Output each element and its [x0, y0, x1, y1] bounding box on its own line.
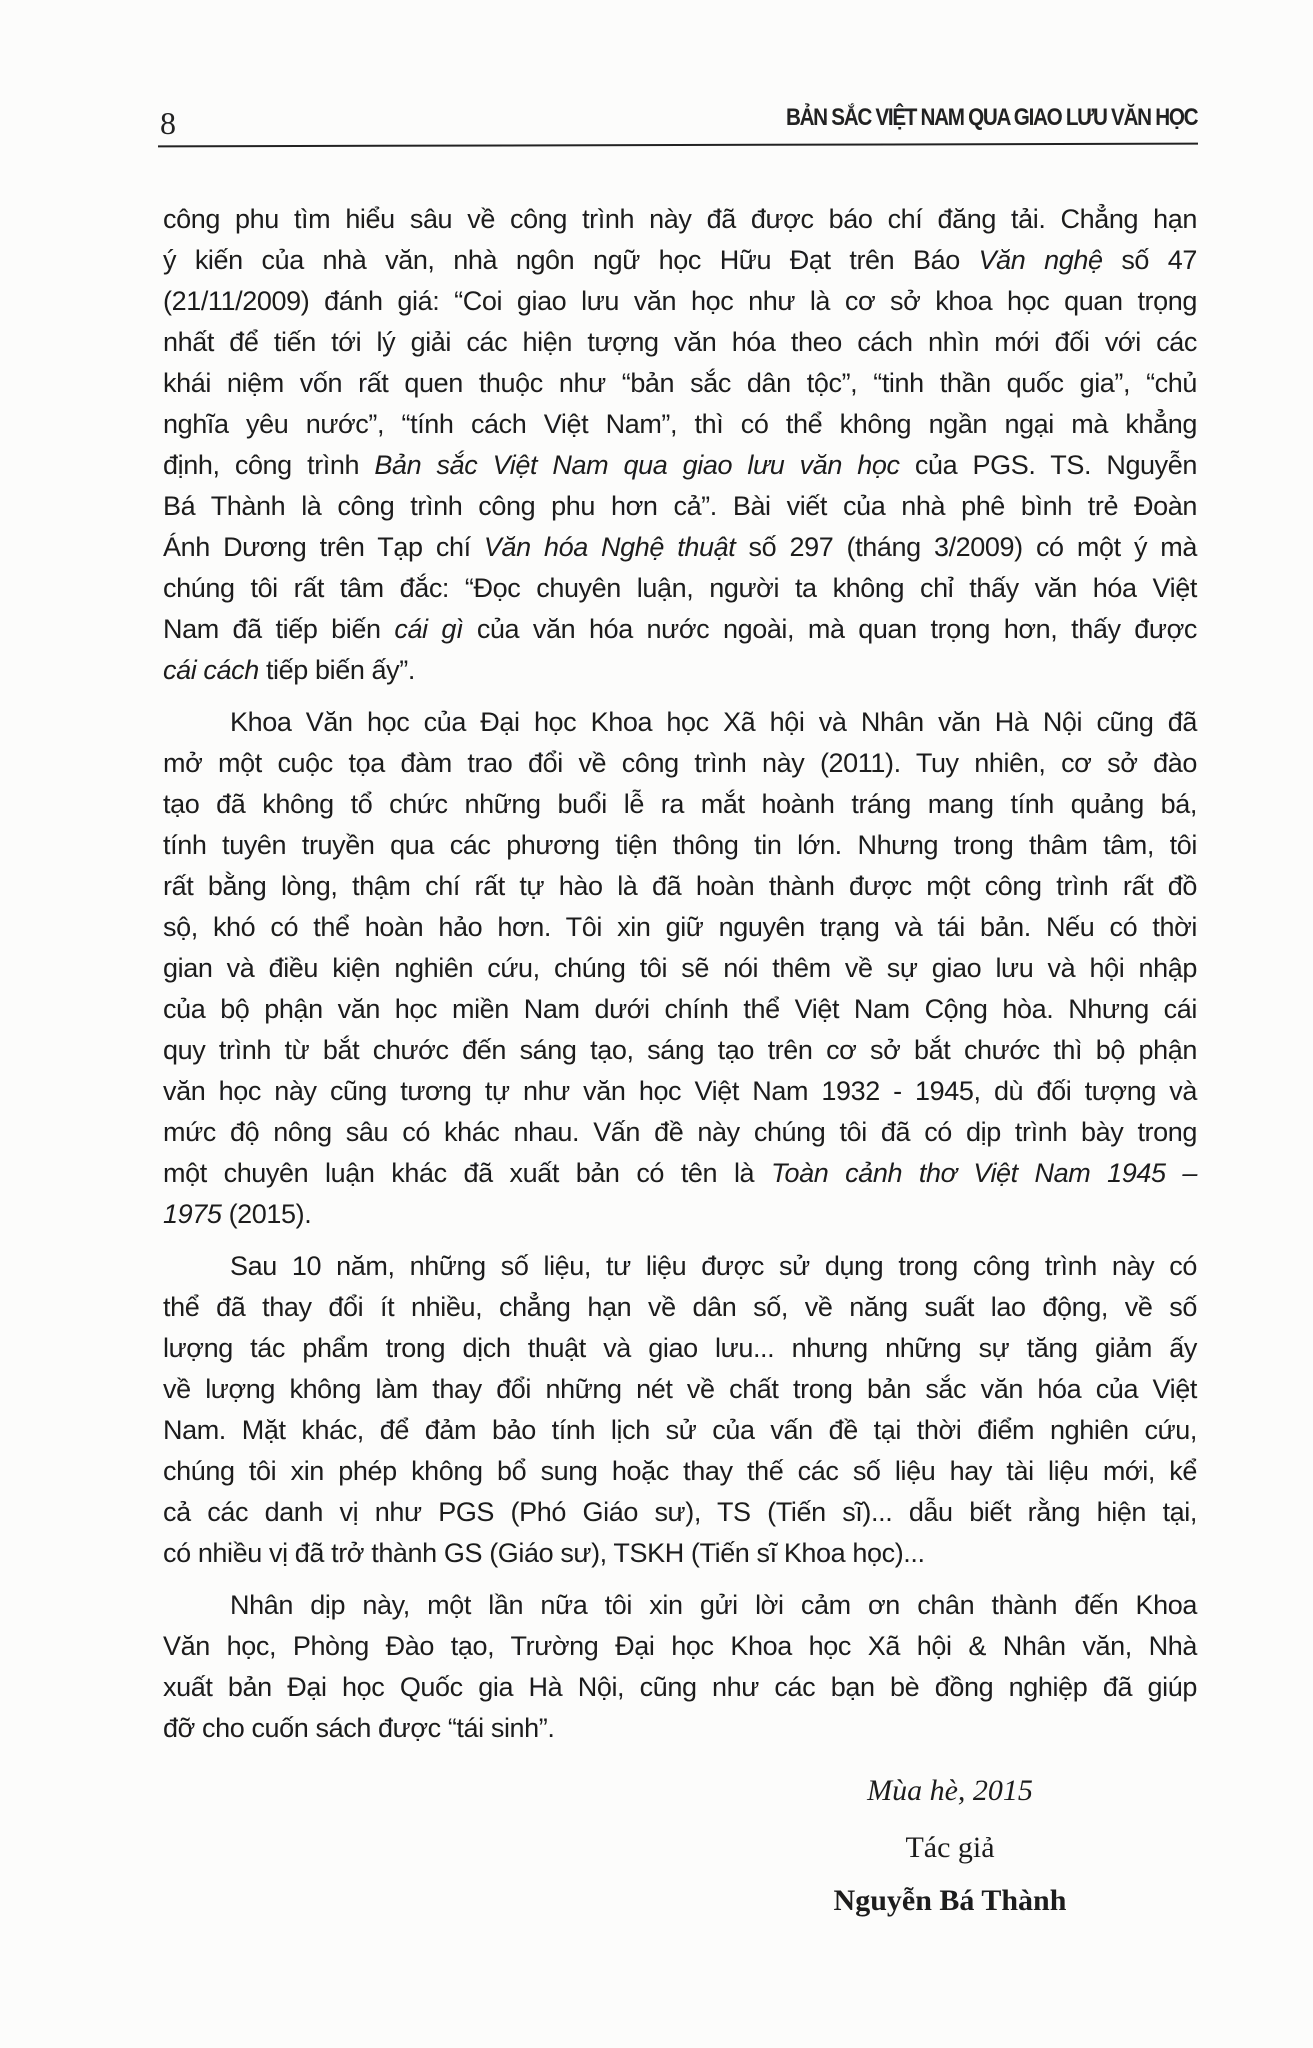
- italic-text: Bản sắc Việt Nam qua giao lưu văn học: [374, 450, 900, 480]
- text-line: [163, 1492, 1197, 1533]
- text-segment: số 297 (tháng 3/2009) có một ý mà: [735, 532, 1197, 562]
- text-segment: tính tuyên truyền qua các phương tiện thông tin lớn. Nhưng trong thâm tâm, tôi: [163, 830, 1197, 860]
- text-segment: ý kiến của nhà văn, nhà ngôn ngữ học Hữu Đạt trên Báo: [163, 245, 979, 275]
- signature-name: Nguyễn Bá Thành: [833, 1884, 1067, 1917]
- text-segment: gian và điều kiện nghiên cứu, chúng tôi sẽ nói thêm về sự giao lưu và hội nhập: [163, 953, 1197, 983]
- text-line: [163, 1112, 1197, 1153]
- text-line: [163, 486, 1197, 527]
- text-segment: công phu tìm hiểu sâu về công trình này đã được báo chí đăng tải. Chẳng hạn: [163, 204, 1197, 234]
- text-line: [163, 1533, 1197, 1574]
- italic-text: Văn hóa Nghệ thuật: [483, 532, 736, 562]
- text-line: [163, 1626, 1197, 1667]
- text-line: [163, 1030, 1197, 1071]
- italic-text: 1975: [163, 1199, 222, 1229]
- text-segment: về lượng không làm thay đổi những nét về chất trong bản sắc văn hóa của Việt: [163, 1374, 1197, 1404]
- text-line: [163, 1287, 1197, 1328]
- text-line: [163, 609, 1197, 650]
- paragraph: [163, 1246, 1197, 1574]
- text-segment: quy trình từ bắt chước đến sáng tạo, sáng tạo trên cơ sở bắt chước thì bộ phận: [163, 1035, 1197, 1065]
- text-line: [163, 199, 1197, 240]
- text-segment: Ánh Dương trên Tạp chí: [163, 532, 484, 562]
- text-segment: (21/11/2009) đánh giá: “Coi giao lưu văn học như là cơ sở khoa học quan trọng: [163, 286, 1197, 316]
- text-segment: một chuyên luận khác đã xuất bản có tên là: [163, 1158, 771, 1188]
- text-segment: xuất bản Đại học Quốc gia Hà Nội, cũng như các bạn bè đồng nghiệp đã giúp: [163, 1672, 1197, 1702]
- paragraph: [163, 199, 1197, 691]
- text-line: [163, 1708, 1197, 1749]
- text-line: [163, 568, 1197, 609]
- text-line: [163, 322, 1197, 363]
- text-segment: Nhân dịp này, một lần nữa tôi xin gửi lời cảm ơn chân thành đến Khoa: [230, 1590, 1197, 1620]
- text-line: [163, 1585, 1197, 1626]
- text-segment: khái niệm vốn rất quen thuộc như “bản sắc dân tộc”, “tinh thần quốc gia”, “chủ: [163, 368, 1197, 398]
- text-line: [163, 527, 1197, 568]
- italic-text: Văn nghệ: [978, 245, 1103, 275]
- paragraph: [163, 1585, 1197, 1749]
- text-segment: Khoa Văn học của Đại học Khoa học Xã hội và Nhân văn Hà Nội cũng đã: [230, 707, 1197, 737]
- text-line: [163, 281, 1197, 322]
- italic-text: Toàn cảnh thơ Việt Nam 1945 –: [770, 1158, 1197, 1188]
- text-segment: mở một cuộc tọa đàm trao đổi về công trình này (2011). Tuy nhiên, cơ sở đào: [163, 748, 1197, 778]
- text-line: [163, 948, 1197, 989]
- italic-text: cái gì: [394, 614, 464, 644]
- header-rule: [158, 143, 1198, 148]
- text-line: [163, 907, 1197, 948]
- text-line: [163, 445, 1197, 486]
- text-line: [163, 702, 1197, 743]
- body-text: [163, 199, 1197, 1749]
- text-line: [163, 650, 1197, 691]
- text-line: [163, 1328, 1197, 1369]
- text-segment: có nhiều vị đã trở thành GS (Giáo sư), TSKH (Tiến sĩ Khoa học)...: [163, 1538, 925, 1568]
- text-segment: định, công trình: [163, 450, 375, 480]
- text-line: [163, 825, 1197, 866]
- text-line: [163, 1451, 1197, 1492]
- text-segment: Nam đã tiếp biến: [163, 614, 395, 644]
- text-line: [163, 1667, 1197, 1708]
- text-segment: lượng tác phẩm trong dịch thuật và giao lưu... nhưng những sự tăng giảm ấy: [163, 1333, 1197, 1363]
- text-line: [163, 1246, 1197, 1287]
- text-line: [163, 240, 1197, 281]
- text-line: [163, 1369, 1197, 1410]
- text-segment: số 47: [1102, 245, 1197, 275]
- text-segment: mức độ nông sâu có khác nhau. Vấn đề này chúng tôi đã có dịp trình bày trong: [163, 1117, 1197, 1147]
- paragraph: [163, 702, 1197, 1235]
- text-segment: Nam. Mặt khác, để đảm bảo tính lịch sử của vấn đề tại thời điểm nghiên cứu,: [163, 1415, 1197, 1445]
- text-line: [163, 404, 1197, 445]
- text-segment: cả các danh vị như PGS (Phó Giáo sư), TS (Tiến sĩ)... dẫu biết rằng hiện tại,: [163, 1497, 1197, 1527]
- text-line: [163, 784, 1197, 825]
- text-segment: chúng tôi xin phép không bổ sung hoặc thay thế các số liệu hay tài liệu mới, kể: [163, 1456, 1197, 1486]
- text-line: [163, 1194, 1197, 1235]
- text-segment: rất bằng lòng, thậm chí rất tự hào là đã hoàn thành được một công trình rất đồ: [163, 871, 1197, 901]
- text-segment: văn học này cũng tương tự như văn học Việt Nam 1932 - 1945, dù đối tượng và: [163, 1076, 1197, 1106]
- page-number: 8: [160, 105, 176, 141]
- text-segment: Sau 10 năm, những số liệu, tư liệu được sử dụng trong công trình này có: [230, 1251, 1197, 1281]
- text-segment: Văn học, Phòng Đào tạo, Trường Đại học Khoa học Xã hội & Nhân văn, Nhà: [163, 1631, 1197, 1661]
- text-segment: tạo đã không tổ chức những buổi lễ ra mắt hoành tráng mang tính quảng bá,: [163, 789, 1197, 819]
- text-segment: thể đã thay đổi ít nhiều, chẳng hạn về dân số, về năng suất lao động, về số: [163, 1292, 1197, 1322]
- text-segment: (2015).: [221, 1199, 312, 1229]
- text-line: [163, 866, 1197, 907]
- running-title: BẢN SẮC VIỆT NAM QUA GIAO LƯU VĂN HỌC: [785, 104, 1197, 131]
- text-line: [163, 1071, 1197, 1112]
- text-segment: đỡ cho cuốn sách được “tái sinh”.: [163, 1713, 555, 1743]
- text-segment: nghĩa yêu nước”, “tính cách Việt Nam”, thì có thể không ngần ngại mà khẳng: [163, 409, 1197, 439]
- text-segment: của văn hóa nước ngoài, mà quan trọng hơn, thấy được: [463, 614, 1197, 644]
- signature-date: Mùa hè, 2015: [867, 1774, 1033, 1807]
- italic-text: cái cách: [163, 655, 259, 685]
- text-segment: sộ, khó có thể hoàn hảo hơn. Tôi xin giữ nguyên trạng và tái bản. Nếu có thời: [163, 912, 1197, 942]
- text-segment: nhất để tiến tới lý giải các hiện tượng văn hóa theo cách nhìn mới đối với các: [163, 327, 1197, 357]
- text-line: [163, 989, 1197, 1030]
- text-segment: tiếp biến ấy”.: [258, 655, 415, 685]
- text-segment: Bá Thành là công trình công phu hơn cả”. Bài viết của nhà phê bình trẻ Đoàn: [163, 491, 1197, 521]
- text-line: [163, 1410, 1197, 1451]
- text-line: [163, 743, 1197, 784]
- text-segment: chúng tôi rất tâm đắc: “Đọc chuyên luận, người ta không chỉ thấy văn hóa Việt: [163, 573, 1197, 603]
- text-segment: của PGS. TS. Nguyễn: [899, 450, 1198, 480]
- text-line: [163, 1153, 1197, 1194]
- text-segment: của bộ phận văn học miền Nam dưới chính thể Việt Nam Cộng hòa. Nhưng cái: [163, 994, 1197, 1024]
- signature-role: Tác giả: [905, 1831, 995, 1864]
- text-line: [163, 363, 1197, 404]
